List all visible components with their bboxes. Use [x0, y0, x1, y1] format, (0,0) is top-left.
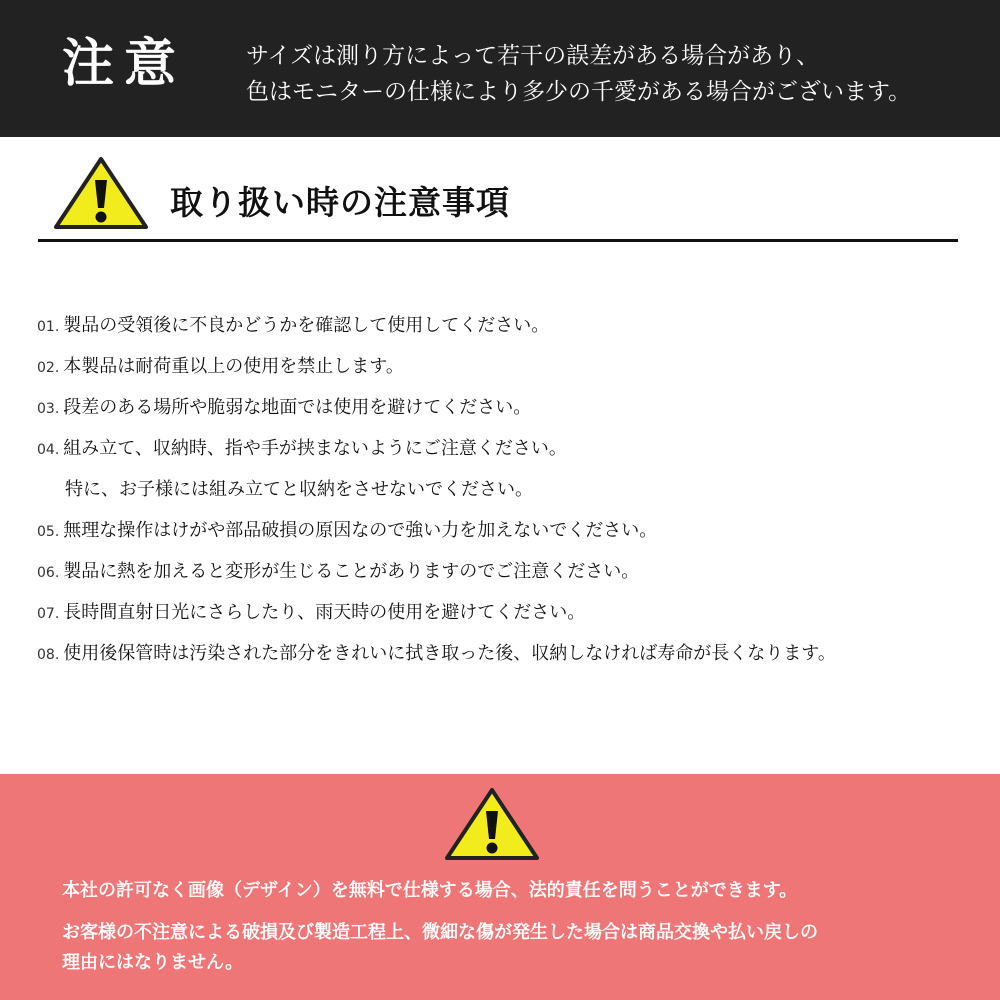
- notes-list: [37, 305, 987, 674]
- note-number: 06.: [37, 565, 60, 581]
- list-item: [37, 387, 987, 428]
- warning-triangle-icon: [444, 787, 540, 861]
- disclaimer-line: お客様の不注意による破損及び製造工程上、微細な傷が発生した場合は商品交換や払い戻しの: [62, 922, 818, 943]
- note-text: 無理な操作はけがや部品破損の原因なので強い力を加えないでください。: [63, 520, 658, 541]
- note-text: 使用後保管時は汚染された部分をきれいに拭き取った後、収納しなければ寿命が長くなります。: [63, 643, 836, 664]
- section-heading: [0, 150, 1000, 250]
- disclaimer-text: [62, 876, 982, 978]
- header-title: 注意: [62, 34, 187, 94]
- list-item: [37, 551, 987, 592]
- note-number: 01.: [37, 319, 60, 335]
- note-text: 製品に熱を加えると変形が生じることがありますのでご注意ください。: [63, 561, 640, 582]
- note-number: 08.: [37, 647, 60, 663]
- header-notice: [246, 38, 911, 110]
- header-notice-line: サイズは測り方によって若干の誤差がある場合があり、: [246, 43, 820, 69]
- disclaimer-line: 理由にはなりません。: [62, 952, 244, 973]
- note-text: 本製品は耐荷重以上の使用を禁止します。: [63, 356, 404, 377]
- section-divider: [38, 239, 958, 242]
- note-text: 組み立て、収納時、指や手が挟まないようにご注意ください。: [63, 438, 567, 459]
- section-title: 取り扱い時の注意事項: [170, 183, 510, 222]
- note-text: 特に、お子様には組み立てと収納をさせないでください。: [65, 479, 533, 500]
- disclaimer-panel: [0, 774, 1000, 1000]
- note-text: 長時間直射日光にさらしたり、雨天時の使用を避けてください。: [63, 602, 586, 623]
- list-item: [37, 510, 987, 551]
- disclaimer-line: 本社の許可なく画像（デザイン）を無料で仕様する場合、法的責任を問うことができます。: [62, 880, 798, 901]
- list-item: [37, 633, 987, 674]
- note-number: 07.: [37, 606, 60, 622]
- header-banner: [0, 0, 1000, 137]
- note-text: 段差のある場所や脆弱な地面では使用を避けてください。: [63, 397, 532, 418]
- header-notice-line: 色はモニターの仕様により多少の千愛がある場合がございます。: [246, 79, 912, 105]
- note-number: 04.: [37, 442, 60, 458]
- list-item-continuation: [37, 469, 987, 510]
- note-number: 02.: [37, 360, 60, 376]
- warning-triangle-icon: [53, 156, 149, 230]
- list-item: [37, 428, 987, 469]
- list-item: [37, 592, 987, 633]
- list-item: [37, 305, 987, 346]
- note-text: 製品の受領後に不良かどうかを確認して使用してください。: [63, 315, 550, 336]
- list-item: [37, 346, 987, 387]
- note-number: 05.: [37, 524, 60, 540]
- note-number: 03.: [37, 401, 60, 417]
